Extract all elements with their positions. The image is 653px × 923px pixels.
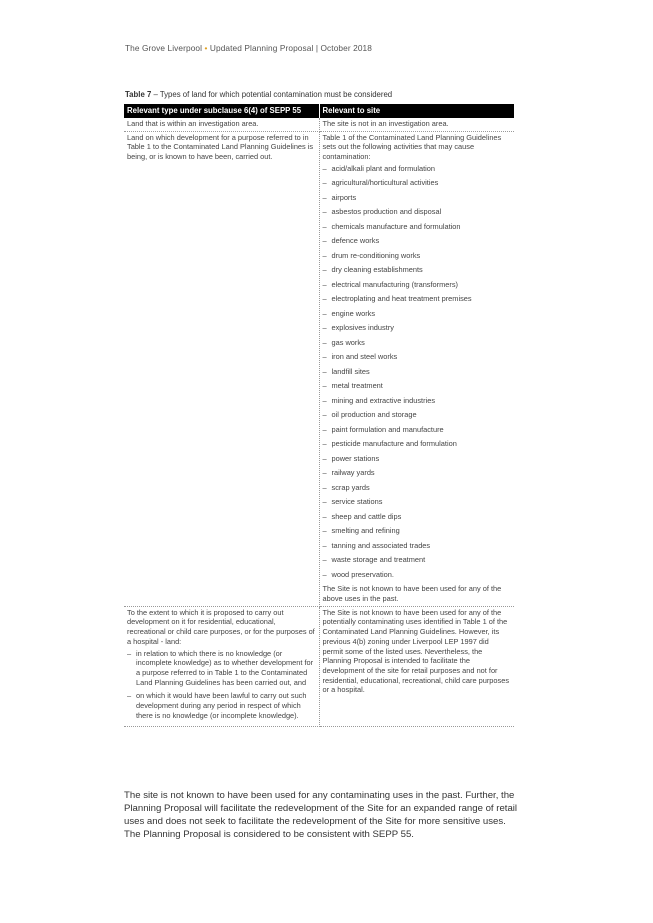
cell-investigation-area-relevance: The site is not in an investigation area. (319, 118, 514, 131)
list-item: – service stations (323, 497, 512, 512)
list-item: – smelting and refining (323, 526, 512, 541)
column-header-relevant-to-site: Relevant to site (319, 104, 514, 118)
table-row (124, 606, 514, 727)
table-caption-text: – Types of land for which potential contamination must be considered (151, 90, 393, 99)
cell-sensitive-use-type (124, 606, 319, 727)
list-item: – mining and extractive industries (323, 396, 512, 411)
list-item: – wood preservation. (323, 570, 512, 585)
sensitive-use-conditions (127, 649, 316, 721)
contamination-table (124, 104, 514, 727)
list-item: – landfill sites (323, 367, 512, 382)
table-caption (125, 90, 392, 99)
sensitive-use-intro: To the extent to which it is proposed to carry out development on it for residential, educational, recreational or child care purposes, or for the purposes of a hospital - land: (127, 607, 315, 646)
activities-intro: Table 1 of the Contaminated Land Planning Guidelines sets out the following activities that may cause contamination: (322, 132, 502, 162)
document-subtitle: Updated Planning Proposal | October 2018 (209, 43, 372, 53)
list-item: – agricultural/horticultural activities (323, 178, 512, 193)
list-item: – iron and steel works (323, 352, 512, 367)
table-header-row (124, 104, 514, 118)
list-item: – paint formulation and manufacture (323, 425, 512, 440)
list-item: – electrical manufacturing (transformers) (323, 280, 512, 295)
list-item: – on which it would have been lawful to carry out such development during any period in respect of which there is no knowledge (or incomplete knowledge). (127, 691, 316, 720)
list-item: – drum re-conditioning works (323, 251, 512, 266)
header-separator: • (204, 43, 208, 53)
activities-list (323, 164, 512, 585)
list-item: – metal treatment (323, 381, 512, 396)
table-row (124, 131, 514, 606)
list-item: – scrap yards (323, 483, 512, 498)
list-item: – pesticide manufacture and formulation (323, 439, 512, 454)
list-item: – asbestos production and disposal (323, 207, 512, 222)
document-title: The Grove Liverpool (125, 43, 203, 53)
table-caption-label: Table 7 (125, 90, 152, 99)
list-item: – electroplating and heat treatment premises (323, 294, 512, 309)
list-item: – gas works (323, 338, 512, 353)
cell-sensitive-use-relevance: The Site is not known to have been used for any of the potentially contaminating uses identified in Table 1 of the Contaminated Land Planning Guidelines. However, its previous 4(b) zoning under Liverpool LEP 1997 did permit some of the listed uses. Nevertheless, the Planning Proposal is intended to facilitate the development of the site for retail purposes and not for residential, educational, recreational, child care purposes or a hospital. (319, 606, 514, 727)
cell-investigation-area-type: Land that is within an investigation area. (124, 118, 319, 131)
column-header-relevant-type: Relevant type under subclause 6(4) of SEPP 55 (124, 104, 319, 118)
activities-note: The Site is not known to have been used for any of the above uses in the past. (322, 584, 502, 604)
list-item: – engine works (323, 309, 512, 324)
conclusion-paragraph (124, 789, 524, 841)
page-header (125, 43, 372, 53)
list-item: – waste storage and treatment (323, 555, 512, 570)
list-item: – sheep and cattle dips (323, 512, 512, 527)
list-item: – tanning and associated trades (323, 541, 512, 556)
list-item: – chemicals manufacture and formulation (323, 222, 512, 237)
list-item: – dry cleaning establishments (323, 265, 512, 280)
list-item: – defence works (323, 236, 512, 251)
list-item: – power stations (323, 454, 512, 469)
list-item: – airports (323, 193, 512, 208)
conclusion-text: The site is not known to have been used for any contaminating uses in the past. Further, the Planning Proposal will facilitate the redevelopment of the Site for an expanded range of retail uses and does not seek to facilitate the redevelopment of the Site for more sensitive uses. The Planning Proposal is considered to be consistent with SEPP 55. (124, 790, 518, 841)
cell-table1-activities (319, 131, 514, 606)
list-item: – in relation to which there is no knowledge (or incomplete knowledge) as to whether development for a purpose referred to in Table 1 to the Contaminated Land Planning Guidelines has been carried out, and (127, 649, 316, 688)
list-item: – oil production and storage (323, 410, 512, 425)
table-row (124, 118, 514, 131)
list-item: – explosives industry (323, 323, 512, 338)
list-item: – acid/alkali plant and formulation (323, 164, 512, 179)
cell-table1-purpose-type: Land on which development for a purpose referred to in Table 1 to the Contaminated Land Planning Guidelines is being, or is known to have been, carried out. (124, 131, 319, 606)
list-item: – railway yards (323, 468, 512, 483)
